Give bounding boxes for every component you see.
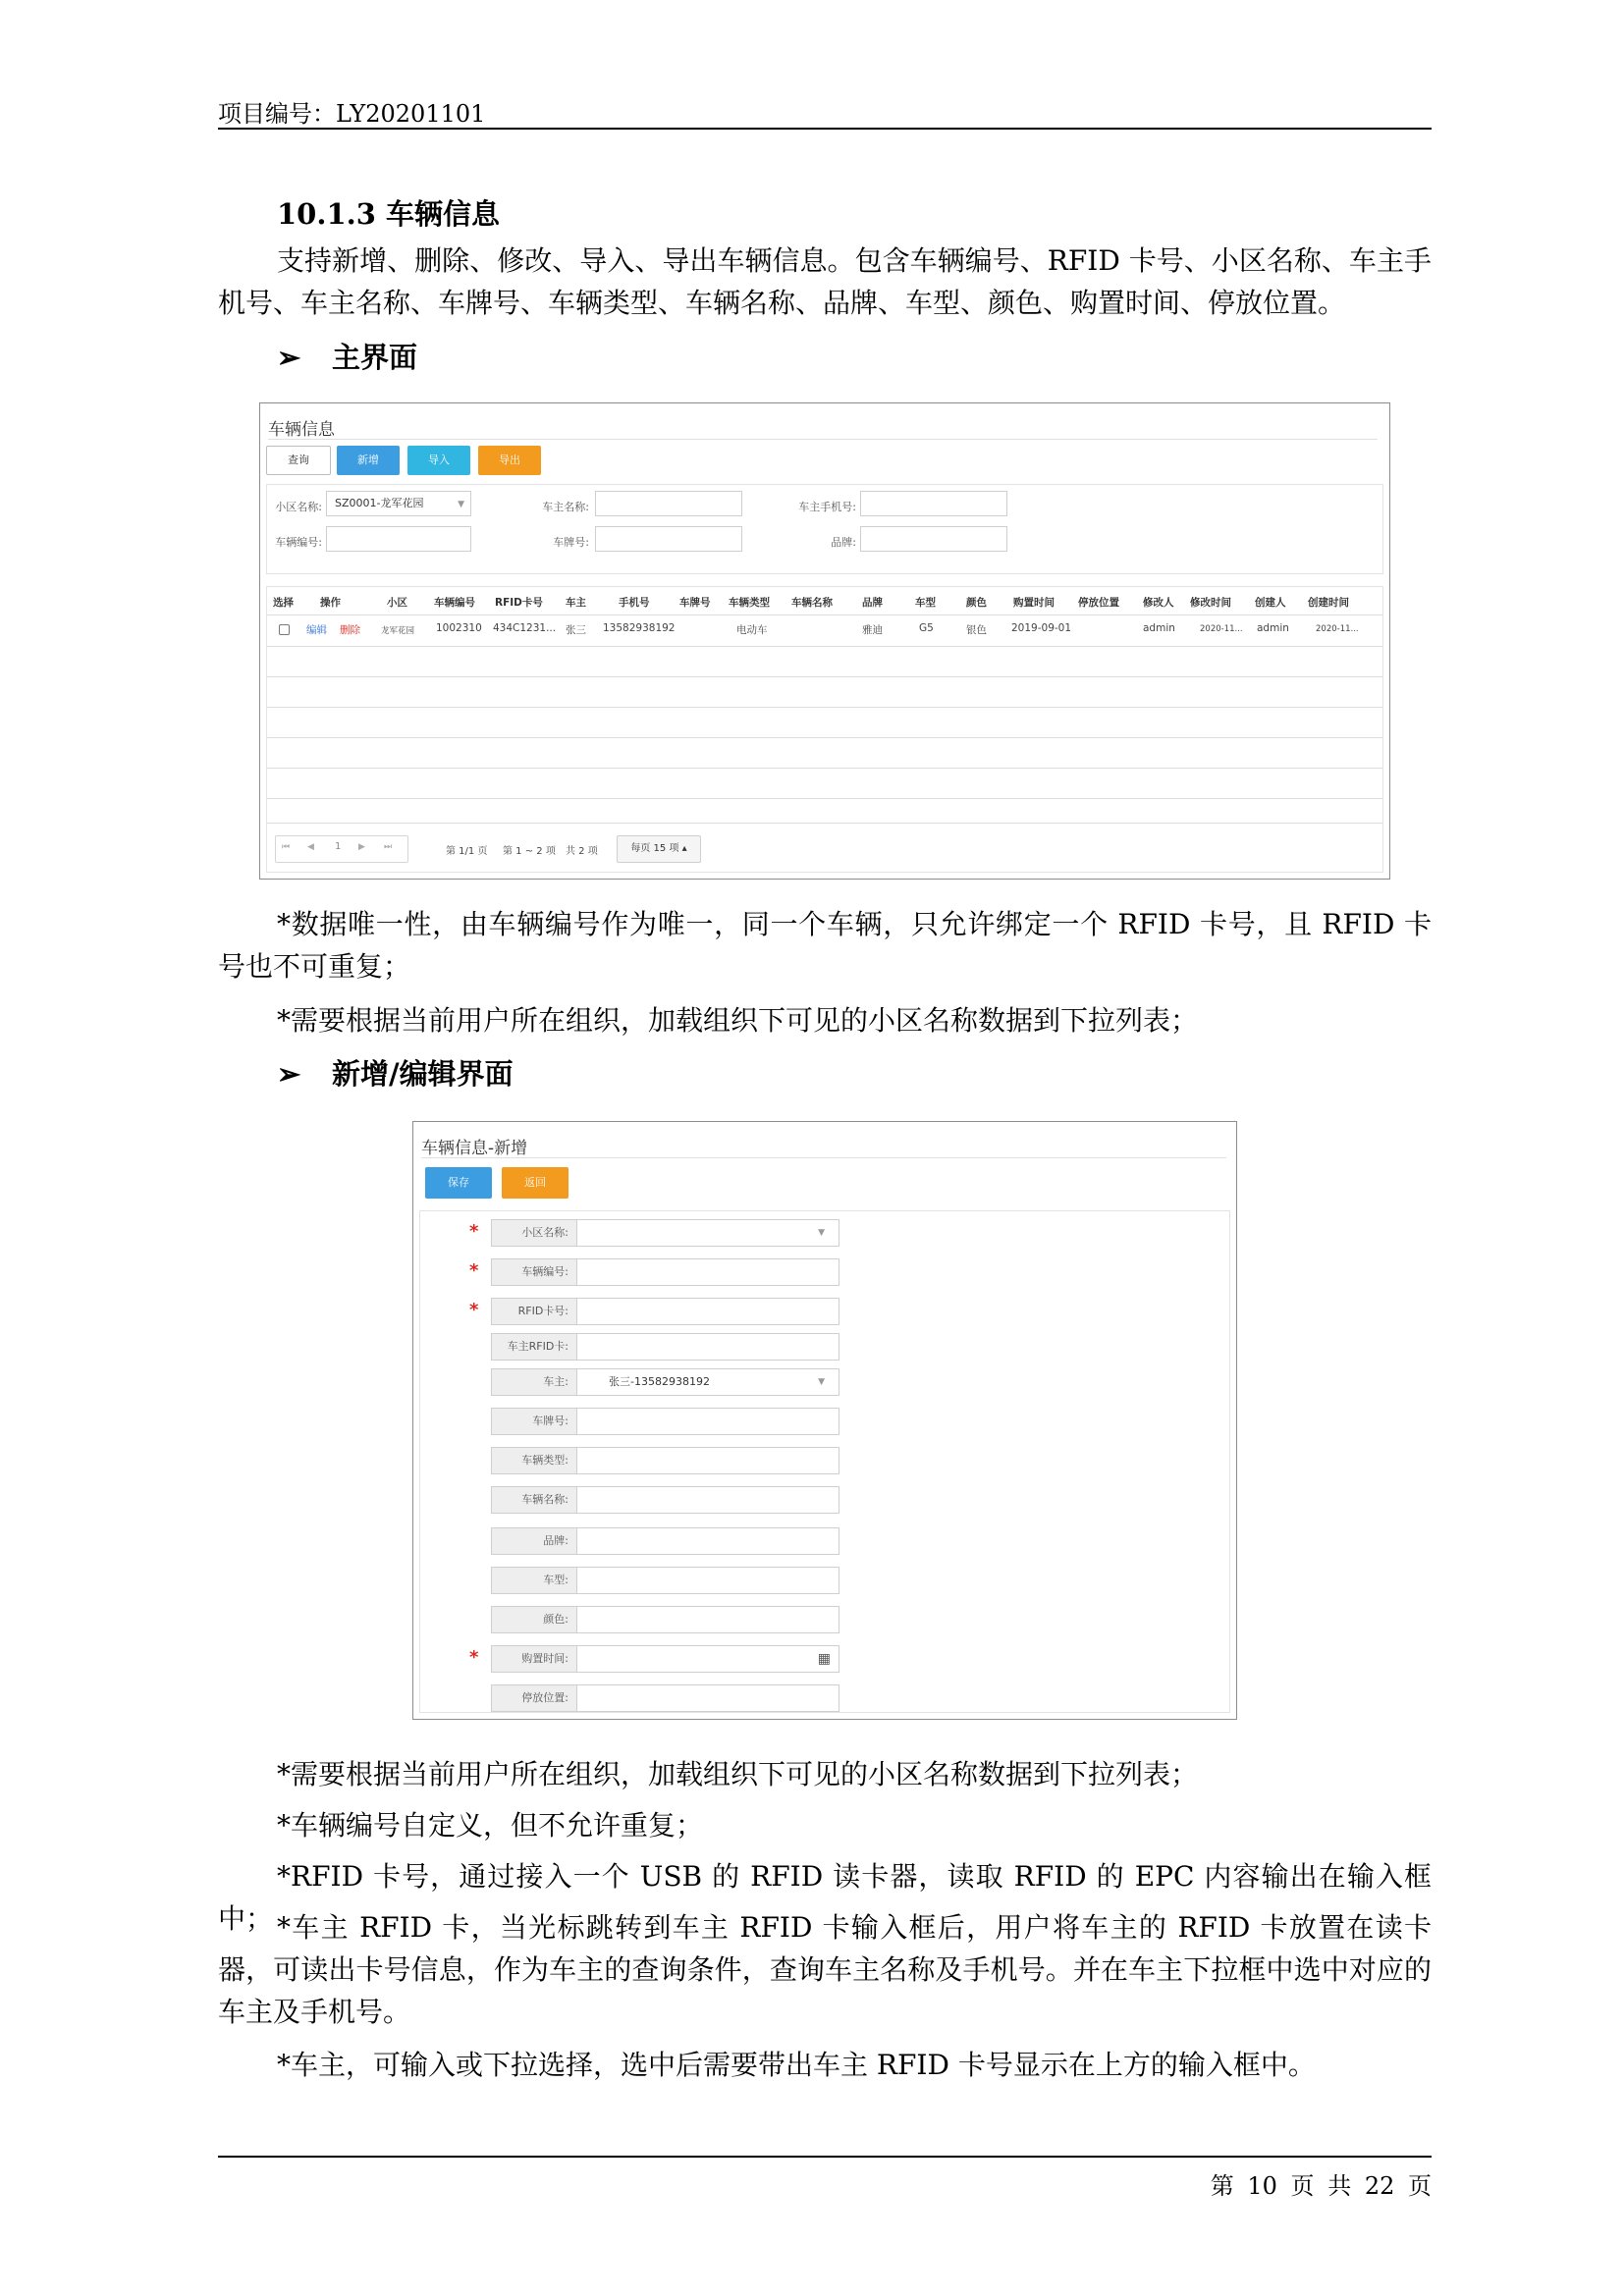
back-button[interactable]: 返回 — [502, 1167, 568, 1199]
cell-modifier: admin — [1143, 622, 1175, 634]
field-input[interactable] — [576, 1684, 839, 1712]
header-rule — [218, 128, 1432, 130]
field-input[interactable] — [576, 1606, 839, 1633]
page-footer: 第 10 页 共 22 页 — [1210, 2172, 1432, 2200]
note-2-4: *车主 RFID 卡，当光标跳转到车主 RFID 卡输入框后，用户将车主的 RFID 卡放置在读卡器，可读出卡号信息，作为车主的查询条件，查询车主名称及手机号。并在车主下拉框中选中对应的车主及手机号。 — [218, 1911, 1432, 2028]
field-input[interactable] — [576, 1368, 839, 1396]
next-page-icon[interactable]: ▶ — [358, 842, 365, 852]
note-2-2: *车辆编号自定义，但不允许重复； — [277, 1809, 704, 1842]
table-line — [267, 798, 1382, 799]
community-select[interactable] — [326, 491, 471, 516]
edit-ui-title: 车辆信息-新增 — [421, 1139, 528, 1158]
community-select-value: SZ0001-龙军花园 — [335, 497, 424, 509]
import-button[interactable]: 导入 — [407, 446, 470, 475]
page-number[interactable]: 1 — [335, 841, 342, 852]
required-star: * — [469, 1647, 479, 1668]
field-label: 停放位置: — [491, 1684, 577, 1712]
cell-created-time: 2020-11... — [1316, 624, 1359, 634]
table-line — [267, 707, 1382, 708]
prev-page-icon[interactable]: ◀ — [307, 842, 314, 852]
th-created-time: 创建时间 — [1308, 597, 1349, 609]
field-label: 颜色: — [491, 1606, 577, 1633]
field-label: 车辆类型: — [491, 1447, 577, 1474]
th-modifier: 修改人 — [1143, 597, 1174, 609]
cell-color: 银色 — [966, 624, 987, 636]
chevron-down-icon: ▼ — [818, 1377, 825, 1387]
owner-name-label: 车主名称: — [542, 501, 589, 513]
chevron-down-icon: ▼ — [458, 500, 464, 509]
field-label: 车辆编号: — [491, 1258, 577, 1286]
table-header-row — [267, 595, 1382, 614]
cell-phone: 13582938192 — [603, 622, 676, 634]
cell-brand: 雅迪 — [862, 624, 883, 636]
th-type: 车辆类型 — [729, 597, 770, 609]
pager-total-info: 共 2 项 — [566, 846, 598, 857]
vehicle-no-input[interactable] — [326, 526, 471, 552]
filter-panel — [266, 484, 1383, 574]
title-divider — [421, 1157, 1226, 1158]
th-modified-time: 修改时间 — [1190, 597, 1231, 609]
export-button[interactable]: 导出 — [478, 446, 541, 475]
field-input[interactable] — [576, 1527, 839, 1555]
note-2-5: *车主，可输入或下拉选择，选中后需要带出车主 RFID 卡号显示在上方的输入框中。 — [277, 2049, 1316, 2081]
title-divider — [268, 439, 1378, 440]
field-label: 车辆名称: — [491, 1486, 577, 1514]
calendar-icon[interactable]: ▦ — [817, 1651, 831, 1667]
field-input[interactable] — [576, 1333, 839, 1361]
cell-owner: 张三 — [566, 624, 586, 636]
bullet-main-ui-label: 主界面 — [332, 341, 418, 374]
th-vehicle-no: 车辆编号 — [434, 597, 475, 609]
cell-modified-time: 2020-11... — [1200, 624, 1243, 634]
th-creator: 创建人 — [1255, 597, 1286, 609]
bullet-main-ui — [277, 336, 417, 376]
table-line — [267, 737, 1382, 738]
th-color: 颜色 — [966, 597, 987, 609]
plate-input[interactable] — [595, 526, 742, 552]
cell-model: G5 — [919, 622, 934, 634]
row-checkbox[interactable] — [279, 624, 290, 635]
section-title: 10.1.3 车辆信息 — [277, 197, 501, 231]
table-row — [267, 622, 1382, 642]
page-size-select[interactable]: 每页 15 项 ▴ — [617, 835, 701, 863]
brand-input[interactable] — [860, 526, 1007, 552]
field-label: 车主: — [491, 1368, 577, 1396]
owner-name-input[interactable] — [595, 491, 742, 516]
last-page-icon[interactable]: ⏭ — [384, 842, 393, 852]
footer-rule — [218, 2156, 1432, 2158]
first-page-icon[interactable]: ⏮ — [282, 842, 291, 852]
field-value: 张三-13582938192 — [609, 1375, 710, 1388]
th-plate: 车牌号 — [679, 597, 711, 609]
pager-range-info: 第 1 ~ 2 项 — [503, 846, 556, 857]
required-star: * — [469, 1260, 479, 1281]
th-select: 选择 — [273, 597, 294, 609]
table-line — [267, 646, 1382, 647]
field-label: 车牌号: — [491, 1408, 577, 1435]
bullet-edit-ui — [277, 1052, 514, 1093]
page-header-project-no: 项目编号：LY20201101 — [218, 100, 486, 128]
cell-vehicle-no: 1002310 — [436, 622, 482, 634]
cell-purchase-date: 2019-09-01 — [1011, 622, 1072, 634]
vehicle-no-label: 车辆编号: — [275, 536, 322, 549]
field-label: 品牌: — [491, 1527, 577, 1555]
th-brand: 品牌 — [862, 597, 883, 609]
field-label: 车主RFID卡: — [491, 1333, 577, 1361]
add-button[interactable]: 新增 — [337, 446, 400, 475]
th-rfid: RFID卡号 — [495, 597, 543, 609]
cell-rfid: 434C1231... — [493, 622, 557, 634]
edit-link[interactable]: 编辑 — [306, 624, 327, 636]
field-input[interactable] — [576, 1219, 839, 1247]
edit-form — [419, 1210, 1230, 1713]
table-line — [267, 614, 1382, 615]
th-model: 车型 — [915, 597, 936, 609]
note-2-1: *需要根据当前用户所在组织，加载组织下可见的小区名称数据到下拉列表； — [277, 1758, 1199, 1790]
section-intro: 支持新增、删除、修改、导入、导出车辆信息。包含车辆编号、RFID 卡号、小区名称、车主手机号、车主名称、车牌号、车辆类型、车辆名称、品牌、车型、颜色、购置时间、停放位置。 — [218, 244, 1432, 319]
bullet-arrow-icon: ➢ — [277, 341, 301, 374]
pager-nav — [275, 835, 408, 863]
community-label: 小区名称: — [275, 501, 322, 513]
edit-ui-screenshot — [412, 1121, 1237, 1720]
cell-community: 龙军花园 — [381, 626, 415, 636]
field-input[interactable] — [576, 1447, 839, 1474]
field-label: 车型: — [491, 1567, 577, 1594]
field-input[interactable] — [576, 1567, 839, 1594]
table-line — [267, 676, 1382, 677]
cell-creator: admin — [1257, 622, 1289, 634]
plate-label: 车牌号: — [553, 536, 589, 549]
field-label: RFID卡号: — [491, 1298, 577, 1325]
field-label: 小区名称: — [491, 1219, 577, 1247]
owner-phone-input[interactable] — [860, 491, 1007, 516]
table-line — [267, 768, 1382, 769]
th-location: 停放位置 — [1078, 597, 1119, 609]
vehicle-table — [266, 586, 1383, 873]
field-input[interactable] — [576, 1298, 839, 1325]
query-button[interactable]: 查询 — [266, 446, 331, 475]
pager-page-info: 第 1/1 页 — [446, 846, 488, 857]
delete-link[interactable]: 删除 — [340, 624, 360, 636]
note-1-1: *数据唯一性，由车辆编号作为唯一，同一个车辆，只允许绑定一个 RFID 卡号，且 RFID 卡号也不可重复； — [218, 908, 1432, 983]
field-label: 购置时间: — [491, 1645, 577, 1673]
main-ui-title: 车辆信息 — [268, 420, 335, 440]
main-ui-screenshot — [259, 402, 1390, 880]
note-2-3: *RFID 卡号，通过接入一个 USB 的 RFID 读卡器，读取 RFID 的 EPC 内容输出在输入框中； — [218, 1860, 1432, 1935]
field-input[interactable] — [576, 1258, 839, 1286]
bullet-arrow-icon: ➢ — [277, 1057, 301, 1091]
cell-type: 电动车 — [736, 624, 768, 636]
th-purchase: 购置时间 — [1013, 597, 1055, 609]
required-star: * — [469, 1221, 479, 1242]
brand-label: 品牌: — [831, 536, 856, 549]
table-line — [267, 823, 1382, 824]
field-input[interactable] — [576, 1408, 839, 1435]
th-phone: 手机号 — [619, 597, 650, 609]
chevron-down-icon: ▼ — [818, 1228, 825, 1238]
th-action: 操作 — [320, 597, 341, 609]
required-star: * — [469, 1300, 479, 1320]
field-input[interactable] — [576, 1486, 839, 1514]
bullet-edit-ui-label: 新增/编辑界面 — [332, 1057, 514, 1091]
note-1-2: *需要根据当前用户所在组织，加载组织下可见的小区名称数据到下拉列表； — [277, 1004, 1199, 1037]
owner-phone-label: 车主手机号: — [798, 501, 856, 513]
save-button[interactable]: 保存 — [425, 1167, 492, 1199]
th-name: 车辆名称 — [791, 597, 833, 609]
th-owner: 车主 — [566, 597, 586, 609]
th-community: 小区 — [387, 597, 407, 609]
field-input[interactable] — [576, 1645, 839, 1673]
